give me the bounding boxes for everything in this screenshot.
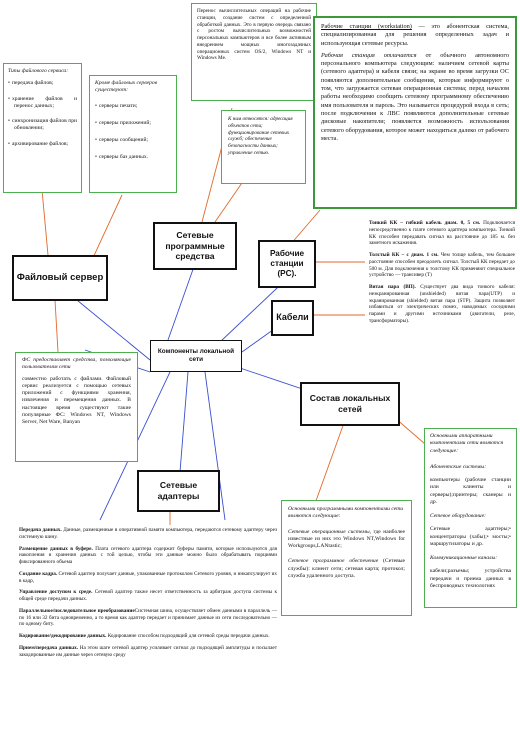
workstation-diff [321, 52, 509, 143]
workstation-def-text: — это абонентская система, специализированная для решения определенных задач и использующая сетевые ресурсы. [321, 23, 509, 47]
fs-info-lead: ФС предоставляет средства, позволяющие пользователям сети [22, 357, 131, 371]
top-note-box [191, 3, 317, 101]
adapters-node [137, 470, 220, 512]
list-item: • передача файлов; [14, 80, 77, 87]
network-sw-text [288, 558, 405, 580]
hardware-components-box [424, 428, 517, 608]
adapter-step [19, 633, 277, 640]
software-components-heading: Основными программными компонентами сети являются следующие: [288, 506, 403, 520]
list-item: • серверы печати; [101, 103, 171, 110]
list-item: • хранение файлов и перенос данных; [14, 96, 77, 111]
adapter-step [19, 589, 277, 603]
adapter-step [19, 546, 277, 566]
workstation-diff-text: от обычного автономного персонального компьютера следующим: наличием сетевой карты (сетевого адаптера) и кабеля связи; на экране во время загрузки ОС появляются дополнительные сообщения, которые информируют о том, что загружается сетевая операционная система; перед началом работы необходимо сообщить сетевому программному обеспечению имя пользователя и пароль. Это называется процедурой входа в сеть; после подключения к ЛВС появляются дополнительные сетевые дисковые накопители; появляется возможность использования сетевого оборудования, которое может находиться далеко от рабочего места. [321, 51, 509, 142]
adapter-step-text: Сетевой адаптер также несет ответственность за арбитраж доступа системы к общей среде передачи данных. [19, 589, 277, 602]
twisted-pair-desc: Существует два вида тонкого кабеля: неэкранированная (unshielded) витая пара(UTP) и экранированная (shielded) витая пара (STP). Защита позволяет избавиться от электрических помех, наводимых соседними парами и другими источниками (двигатели, реле, трансформаторы). [369, 284, 515, 324]
adapter-step-term: Создание кадра. [19, 570, 58, 577]
workstation-def [321, 23, 509, 48]
network-software-label: Сетевые программные средства [165, 229, 225, 262]
workstations-label: Рабочие станции (PC). [269, 248, 305, 279]
list-item: • серверы баз данных. [101, 154, 171, 161]
services-note-text: К ним относятся: адресация объектов сети; функционирование сетевых служб; обеспечение безопасности данных; управление сетью. [228, 116, 293, 156]
thick-cable-text [369, 252, 515, 279]
file-service-types-box [3, 63, 82, 193]
adapter-step-term: Управление доступом к среде. [19, 589, 93, 596]
composition-label: Состав локальных сетей [309, 393, 391, 414]
hardware-components-heading: Основными аппаратными компонентами сети являются следующие: [430, 433, 504, 454]
adapter-step [19, 527, 277, 541]
network-software-node [153, 222, 237, 270]
fs-info-box [15, 352, 138, 462]
network-os-term: Сетевые операционные системы, [288, 528, 372, 535]
workstation-info-box [313, 16, 517, 209]
adapter-step-term: Передача данных. [19, 527, 62, 533]
adapter-step-term: Параллельное/последовательное преобразование [19, 607, 135, 614]
network-sw-term: Сетевое программное обеспечение [288, 558, 379, 565]
list-item: • архивирование файлов; [14, 141, 77, 148]
list-item: • синхронизация файлов при обновлении; [14, 118, 77, 133]
thin-cable-desc: Подключается непосредственно к плате сетевого адаптера компьютера. Тонкий КК способен передавать сигнал на расстояние до 185 м. без заметного искажения. [369, 220, 516, 247]
adapter-step-text: Плата сетевого адаптера содержит буферы памяти, которые используются для накопления и хранения данных с той целью, чтобы эти данные можно было обрабатывать порциями фиксированного объема [19, 545, 277, 565]
subscriber-systems-label: Абонентские системы: [430, 463, 487, 470]
cables-info-box [366, 218, 518, 374]
adapter-step-text: Кодирование способом подходящий для сетевой среды передачи данных. [106, 633, 270, 639]
fs-info-body: совместно работать с файлами. Файловый сервис реализуется с помощью сетевых приложений с функциями хранения, извлечения и перемещения данных. В настоящее время существуют такие популярные ФС: Windows NT, Windows Server, Net Ware, Banyan [22, 375, 131, 426]
network-os-text [288, 529, 405, 551]
workstations-node [258, 240, 316, 288]
list-item: • серверы сообщений; [101, 137, 171, 144]
list-item: • серверы приложений; [101, 120, 171, 127]
adapter-step-text: Системная шина, осуществляет обмен данными в параллель — по 16 или 32 бита одновременно, а то время как адаптер передает и принимает данные из сети последовательно — по одному биту. [19, 607, 278, 628]
center-node [150, 340, 242, 372]
adapter-step-term: Кодирование/декодирование данных. [19, 633, 107, 639]
other-servers-heading: Кроме файловых серверов существуют: [95, 80, 158, 94]
adapter-step [19, 645, 277, 659]
subscriber-systems-text: компьютеры (рабочие станции или клиенты и серверы);принтеры; сканеры и др. [430, 477, 511, 505]
adapter-step-text: Сетевой адаптер получает данные, упакованные протоколом Сетевого уровня, и инкапсулирует их в кадр, [19, 570, 278, 584]
adapter-step-term: Размещение данных в буфере. [19, 545, 93, 552]
adapters-label: Сетевые адаптеры [157, 480, 200, 501]
network-equipment-text: Сетевые адаптеры;• концентраторы (хабы);• мосты;• маршрутизаторы и др. [430, 526, 511, 547]
cables-node [271, 300, 314, 336]
adapter-step-term: Прием/передача данных. [19, 644, 78, 651]
composition-node [300, 382, 400, 426]
software-components-box [281, 500, 412, 616]
file-server-label: Файловый сервер [16, 272, 104, 284]
adapter-step [19, 608, 277, 628]
thin-cable-term: Тонкий КК – гибкий кабель диам. 0, 5 см. [369, 220, 481, 226]
adapter-step-text: Данные, размещенные в оперативной памяти компьютера, передаются сетевому адаптеру через системную шину. [19, 527, 277, 540]
thick-cable-term: Толстый КК – с диам. 1 см. [369, 252, 439, 258]
adapter-info-box [16, 525, 280, 728]
file-service-types-list [8, 80, 77, 148]
twisted-pair-term: Витая пара (ВП). [369, 284, 416, 290]
workstation-diff-lead: Рабочая станция отличается [321, 51, 417, 59]
services-note-box [221, 110, 306, 184]
adapter-step-text: На этом шаге сетевой адаптер усиливает сигнал до подходящей амплитуды и посылает закодированные им данные через сетевую среду [19, 644, 277, 658]
network-equipment-label: Сетевое оборудование: [430, 513, 486, 520]
workstation-term: Рабочие станции (workstation) [321, 23, 412, 30]
comm-channels-label: Коммуникационные каналы: [430, 555, 498, 562]
comm-channels-text: кабели;разъемы; устройства передачи и приема данных в беспроводных технологиях [430, 568, 511, 589]
network-os-desc: где наиболее известные из них это Windows NT,Windows for Workgroups,LANtastic; [288, 528, 406, 550]
adapter-step [19, 571, 277, 585]
cables-label: Кабели [276, 312, 309, 323]
file-service-types-heading: Типы файлового сервиса: [8, 68, 69, 74]
thin-cable-text [369, 220, 515, 247]
twisted-pair-text [369, 284, 515, 325]
other-servers-list [95, 103, 171, 162]
top-note-text: Перенос вычислительных операций на рабочие станции, создание систем с определенной обработкой данных. Это в первую очередь связано с ростом вычислительных возможностей персональных компьютеров и все более активным внедрением мощных многозадачных операционных систем OS/2, Windows NT и Windows Me. [197, 8, 311, 62]
other-servers-box [89, 75, 177, 193]
center-label: Компоненты локальной сети [157, 348, 235, 363]
file-server-node [12, 255, 108, 301]
network-sw-desc: (Сетевые службы): клиент сети; сетевая карта; протокол; служба удаленного доступа. [288, 558, 405, 579]
thick-cable-desc: Чем толще кабель, тем большее расстояние способен преодолеть сигнал. Толстый КК передает до 500 м. Для подключения к толстому КК применяют специальное устройство — трансивер (Т) [369, 252, 515, 279]
